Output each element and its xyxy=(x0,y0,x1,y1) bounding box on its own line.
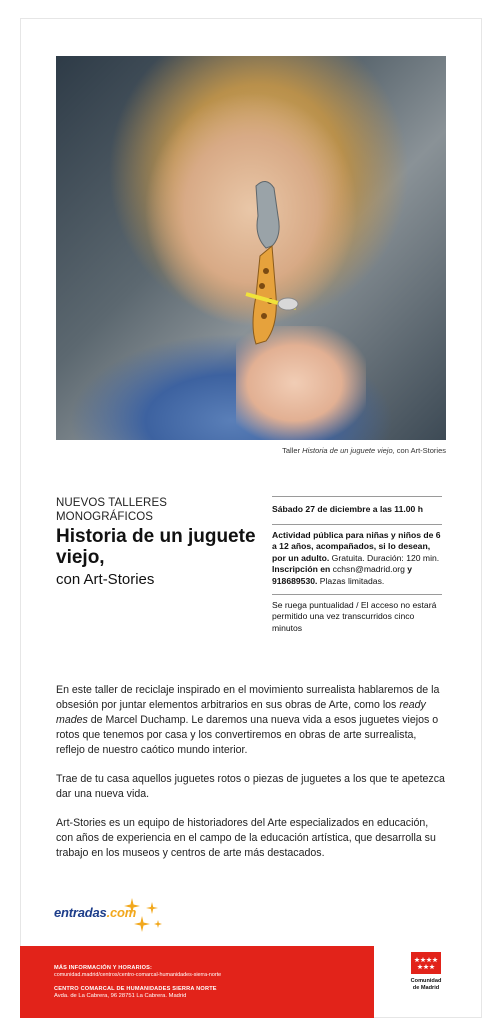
toy-giraffe-image xyxy=(226,176,306,376)
footer-address: Avda. de La Cabrera, 96 28751 La Cabrera. Madrid xyxy=(54,993,187,999)
footer-center-name: CENTRO COMARCAL DE HUMANIDADES SIERRA NORTE xyxy=(54,986,217,992)
photo-caption: Taller Historia de un juguete viejo, con Art-Stories xyxy=(282,446,446,455)
contact-email: cchsn@madrid.org xyxy=(330,564,408,575)
event-info-box xyxy=(272,496,442,634)
sparkle-icon xyxy=(122,896,164,936)
paragraph: Art-Stories es un equipo de historiadores del Arte especializados en educación, con años de experiencia en el campo de la educación artística, que desarrolla su trabajo en los museos y centros de arte más destacados. xyxy=(56,817,436,859)
page-title: Historia de un juguete viejo, xyxy=(56,526,256,568)
contact-phone: y 918689530. xyxy=(272,564,413,586)
paragraph: Trae de tu casa aquellos juguetes rotos o piezas de juguetes a los que te apetezca dar una nueva vida. xyxy=(56,773,445,800)
workshop-description xyxy=(56,683,448,875)
footer-more-info: MÁS INFORMACIÓN Y HORARIOS: xyxy=(54,965,153,971)
punctuality-note: Se ruega puntualidad / El acceso no estará permitido una vez transcurridos cinco minutos xyxy=(272,599,437,633)
comunidad-madrid-logo: Comunidad de Madrid xyxy=(406,952,446,1000)
entradas-logo: entradas.com xyxy=(54,896,164,936)
paragraph: En este taller de reciclaje inspirado en el movimiento surrealista hablaremos de la obsesión por juntar elementos arbitrarios en sus obras de Arte, como los ready mades de Marcel Duchamp. Le daremos una nueva vida a esos juguetes viejos o rotos que tenemos por casa y los convertiremos en obras de arte surrealista, reflejo de nuestro caótico mundo interior. xyxy=(56,684,440,756)
footer-bar xyxy=(20,946,374,1018)
event-date: Sábado 27 de diciembre a las 11.00 h xyxy=(272,504,423,514)
page-subtitle: con Art-Stories xyxy=(56,571,155,588)
workshop-photo xyxy=(56,56,446,440)
event-details: Actividad pública para niñas y niños de 6 a 12 años, acompañados, si lo desean, por un adulto. Gratuita. Duración: 120 min. Inscripción en cchsn@madrid.org y 918689530. Plazas limitadas. xyxy=(272,529,441,586)
footer-url[interactable]: comunidad.madrid/centros/centro-comarcal-humanidades-sierra-norte xyxy=(54,972,222,978)
section-kicker: NUEVOS TALLERES MONOGRÁFICOS xyxy=(56,497,168,523)
stars-icon xyxy=(411,952,441,974)
